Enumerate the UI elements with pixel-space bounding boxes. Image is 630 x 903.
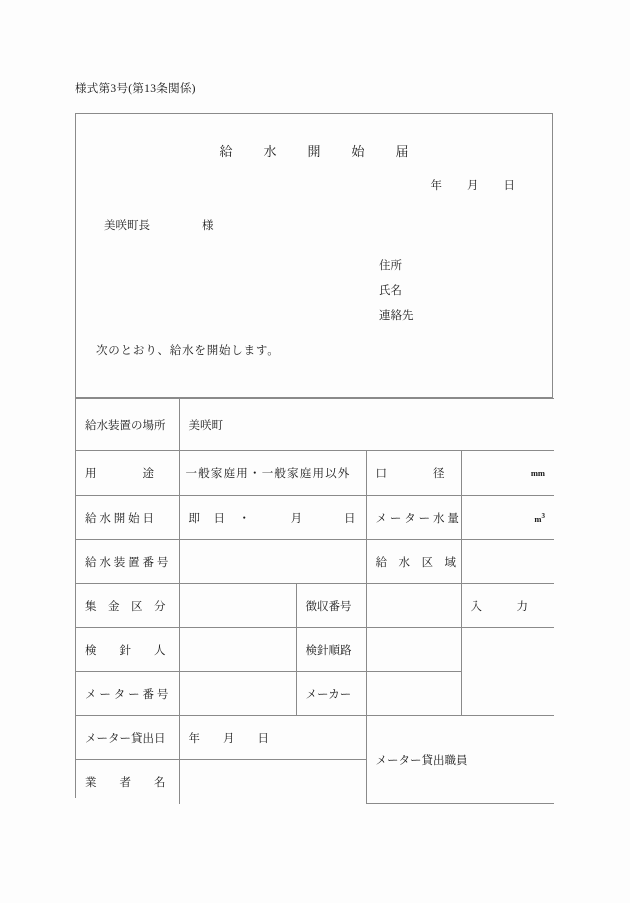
label-loan-staff: メーター貸出職員	[375, 754, 468, 767]
start-date-day: 日	[344, 512, 357, 525]
unit-meter-exponent: 3	[541, 511, 545, 520]
label-contractor: 業 者 名	[85, 776, 166, 789]
cell-value-meter-reader[interactable]	[179, 628, 296, 672]
date-day-label: 日	[503, 180, 516, 192]
cell-label-device-number	[76, 540, 179, 584]
table-row	[76, 496, 554, 540]
table-row	[76, 451, 554, 496]
date-month-label: 月	[467, 180, 480, 192]
addressee-honorific: 様	[202, 220, 214, 232]
cell-value-diameter[interactable]	[461, 451, 554, 496]
loan-date-month: 月	[223, 732, 236, 745]
letter-section	[76, 114, 552, 398]
cell-label-meter-number	[76, 672, 179, 716]
value-usage-options: 一般家庭用・一般家庭用以外	[185, 468, 351, 480]
cell-value-usage[interactable]	[179, 451, 366, 496]
statement-text: 次のとおり、給水を開始します。	[96, 345, 280, 357]
cell-label-collection-class	[76, 584, 179, 628]
cell-value-start-date[interactable]	[179, 496, 366, 540]
label-collection-class: 集 金 区 分	[85, 600, 166, 613]
table-row	[76, 628, 554, 672]
start-date-month: 月	[290, 512, 304, 525]
addressee	[104, 217, 214, 233]
form-table	[76, 398, 552, 797]
cell-label-reading-route	[296, 628, 366, 672]
table-row	[76, 716, 554, 760]
applicant-fields	[379, 254, 414, 329]
label-reading-route: 検針順路	[305, 644, 352, 657]
cell-input-blank[interactable]	[461, 628, 554, 716]
unit-meter-base: m	[534, 513, 542, 524]
cell-value-collection-class[interactable]	[179, 584, 296, 628]
cell-label-start-date	[76, 496, 179, 540]
table-row	[76, 399, 554, 451]
label-start-date: 給 水 開 始 日	[85, 512, 154, 525]
value-loan-date	[189, 733, 271, 745]
label-meter-reader: 検 針 人	[85, 644, 166, 657]
applicant-contact-label: 連絡先	[379, 310, 414, 322]
cell-label-loan-date	[76, 716, 179, 760]
label-device-number: 給 水 装 置 番 号	[85, 556, 169, 569]
label-loan-date: メーター貸出日	[85, 732, 166, 745]
label-supply-area: 給 水 区 域	[375, 556, 456, 569]
cell-label-meter-volume	[366, 496, 461, 540]
label-meter-volume: メ ー タ ー 水 量	[375, 512, 459, 525]
label-location: 給水装置の場所	[85, 419, 166, 432]
applicant-address-label: 住所	[379, 260, 402, 272]
value-start-date	[189, 510, 357, 526]
form-frame	[75, 113, 553, 798]
cell-label-maker	[296, 672, 366, 716]
cell-value-supply-area[interactable]	[461, 540, 554, 584]
loan-date-day: 日	[257, 732, 270, 745]
cell-label-contractor	[76, 760, 179, 804]
cell-label-supply-area	[366, 540, 461, 584]
cell-value-device-number[interactable]	[179, 540, 366, 584]
loan-date-year: 年	[188, 732, 201, 745]
start-date-immediate: 即 日 ・	[188, 512, 251, 525]
cell-loan-staff[interactable]	[366, 716, 554, 804]
cell-value-maker[interactable]	[366, 672, 461, 716]
cell-value-meter-number[interactable]	[179, 672, 296, 716]
cell-value-contractor[interactable]	[179, 760, 366, 804]
page-title: 給 水 開 始 届	[219, 144, 418, 159]
value-location: 美咲町	[188, 419, 223, 432]
submission-date-line	[431, 177, 517, 193]
cell-value-location[interactable]	[179, 399, 554, 451]
cell-label-diameter	[366, 451, 461, 496]
label-diameter: 口 径	[375, 468, 445, 480]
cell-label-usage	[76, 451, 179, 496]
cell-value-reading-route[interactable]	[366, 628, 461, 672]
cell-label-meter-reader	[76, 628, 179, 672]
label-maker: メーカー	[305, 688, 352, 701]
cell-value-loan-date[interactable]	[179, 716, 366, 760]
cell-label-location	[76, 399, 179, 451]
unit-millimeter: mm	[530, 468, 545, 478]
date-year-label: 年	[430, 180, 443, 192]
table-row	[76, 540, 554, 584]
addressee-name: 美咲町長	[104, 220, 150, 232]
table-row	[76, 584, 554, 628]
label-usage: 用 途	[85, 468, 154, 480]
applicant-name-label: 氏名	[379, 285, 402, 297]
label-collection-number: 徴収番号	[305, 600, 352, 613]
unit-cubic-meter	[471, 512, 546, 524]
cell-value-meter-volume[interactable]	[461, 496, 554, 540]
label-input: 入 力	[470, 600, 528, 613]
label-meter-number: メ ー タ ー 番 号	[85, 688, 169, 701]
form-number: 様式第3号(第13条関係)	[75, 83, 196, 95]
cell-label-input	[461, 584, 554, 628]
cell-label-collection-number	[296, 584, 366, 628]
cell-value-collection-number[interactable]	[366, 584, 461, 628]
